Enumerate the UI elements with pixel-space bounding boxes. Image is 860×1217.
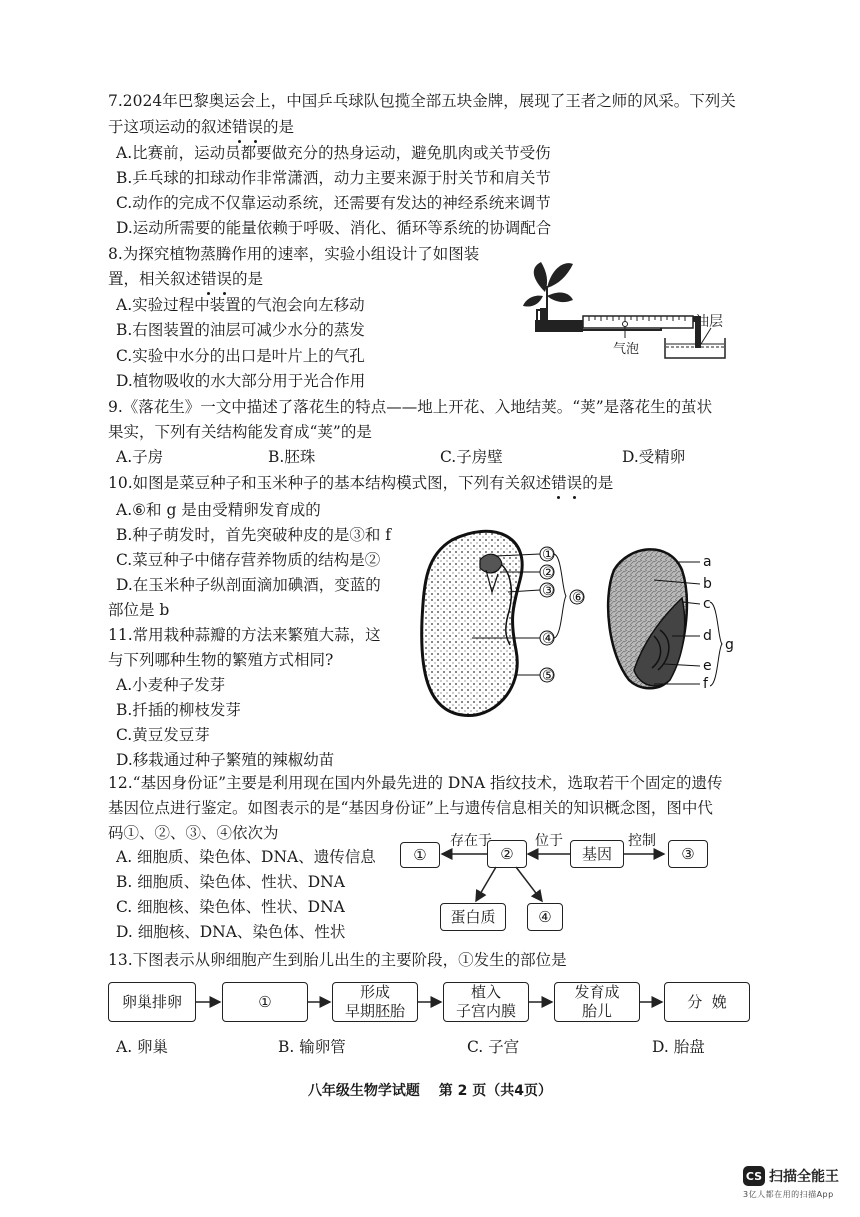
concept-node-protein: 蛋白质 (440, 903, 506, 931)
app-name: 扫描全能王 (769, 1169, 839, 1185)
bean-seed-figure (412, 520, 597, 725)
q8-stem-text: 置，相关叙述 (108, 270, 202, 288)
flow-step-5: 发育成 胎儿 (554, 982, 640, 1022)
corn-label-b: b (703, 576, 712, 592)
plumule (480, 554, 502, 573)
emphasis-char: 错 (232, 118, 248, 136)
q10-stem-text: 10.如图是菜豆种子和玉米种子的基本结构模式图，下列有关叙述 (108, 474, 552, 492)
app-tagline: 3亿人都在用的扫描App (743, 1190, 834, 1199)
q7-option-d: D.运动所需要的能量依赖于呼吸、消化、循环等系统的协调配合 (116, 219, 552, 237)
q12-option-d: D. 细胞核、DNA、染色体、性状 (116, 923, 346, 941)
q8-option-d: D.植物吸收的水大部分用于光合作用 (116, 372, 366, 390)
concept-node-3: ③ (668, 840, 708, 868)
concept-node-1: ① (400, 842, 440, 868)
q9-option-b: B.胚珠 (268, 448, 316, 466)
q9-option-a: A.子房 (116, 448, 164, 466)
emphasis-char: 误 (566, 474, 583, 492)
emphasis-char: 错 (201, 270, 217, 288)
page-footer: 八年级生物学试题 第 2 页（共4页） (307, 1083, 553, 1099)
bean-label-3: ③ (542, 583, 555, 599)
q10-stem (108, 472, 613, 494)
q10-option-d: D.在玉米种子纵剖面滴加碘酒，变蓝的 (116, 576, 381, 594)
bean-label-2: ② (542, 565, 555, 581)
flow-arrows (190, 992, 670, 1012)
q13-option-c: C. 子宫 (467, 1038, 520, 1056)
q8-option-b: B.右图装置的油层可减少水分的蒸发 (116, 321, 365, 339)
q7-stem-text: 于这项运动的叙述 (108, 118, 233, 136)
q11-option-a: A.小麦种子发芽 (116, 676, 226, 694)
q7-option-a: A.比赛前，运动员都要做充分的热身运动，避免肌肉或关节受伤 (116, 144, 551, 162)
q7-stem-line2 (108, 116, 294, 138)
corn-label-c: c (703, 596, 711, 612)
transpiration-apparatus-figure (515, 250, 750, 365)
q10-option-d-cont: 部位是 b (108, 601, 170, 619)
q12-option-a: A. 细胞质、染色体、DNA、遗传信息 (116, 848, 376, 866)
q12-option-b: B. 细胞质、染色体、性状、DNA (116, 873, 345, 891)
concept-node-4: ④ (527, 903, 563, 931)
rel-locate-label: 位于 (535, 833, 563, 849)
label-oil: 油层 (695, 314, 723, 330)
q10-option-a: A.⑥和 g 是由受精卵发育成的 (116, 501, 321, 519)
bean-label-5: ⑤ (542, 668, 555, 684)
q12-option-c: C. 细胞核、染色体、性状、DNA (116, 898, 345, 916)
camscanner-logo-icon: CS (743, 1166, 765, 1186)
corn-label-f: f (703, 676, 708, 692)
q10-option-c: C.菜豆种子中储存营养物质的结构是② (116, 551, 381, 569)
flow-step-2: ① (222, 982, 308, 1022)
emphasis-char: 误 (216, 270, 233, 288)
concept-map-arrows (436, 825, 676, 907)
q11-stem-line2: 与下列哪种生物的繁殖方式相同? (108, 651, 334, 669)
emphasis-char: 错 (551, 474, 567, 492)
rel-control-label: 控制 (628, 833, 656, 849)
q9-stem-line1: 9.《落花生》一文中描述了落花生的特点——地上开花、入地结荚。“荚”是落花生的茧状 (108, 398, 713, 416)
label-bubble: 气泡 (613, 342, 640, 357)
q8-stem-line1: 8.为探究植物蒸腾作用的速率，实验小组设计了如图装 (108, 245, 480, 263)
q12-stem-line1: 12.“基因身份证”主要是利用现在国内外最先进的 DNA 指纹技术，选取若干个固定的遗传 (108, 774, 723, 792)
concept-node-gene: 基因 (570, 840, 624, 868)
rel-exist-label: 存在于 (450, 833, 492, 849)
graduated-tube (583, 316, 693, 328)
concept-node-2: ② (487, 840, 527, 868)
q7-stem-line1: 7.2024年巴黎奥运会上，中国乒乓球队包揽全部五块金牌，展现了王者之师的风采。下列关 (108, 92, 736, 110)
q11-option-c: C.黄豆发豆芽 (116, 726, 210, 744)
q11-option-b: B.扦插的柳枝发芽 (116, 701, 241, 719)
corn-label-e: e (703, 658, 712, 674)
bean-label-6: ⑥ (572, 590, 585, 606)
q9-option-c: C.子房壁 (440, 448, 503, 466)
q7-option-b: B.乒乓球的扣球动作非常潇洒，动力主要来源于肘关节和肩关节 (116, 169, 551, 187)
q8-option-c: C.实验中水分的出口是叶片上的气孔 (116, 347, 365, 365)
q12-stem-line2: 基因位点进行鉴定。如图表示的是“基因身份证”上与遗传信息相关的知识概念图，图中代 (108, 799, 713, 817)
corn-label-a: a (703, 554, 712, 570)
flow-step-4: 植入 子宫内膜 (443, 982, 529, 1022)
q9-option-d: D.受精卵 (622, 448, 686, 466)
bean-label-1: ① (542, 547, 555, 563)
q11-option-d: D.移栽通过种子繁殖的辣椒幼苗 (116, 751, 335, 769)
q7-option-c: C.动作的完成不仅靠运动系统，还需要有发达的神经系统来调节 (116, 194, 551, 212)
q11-stem-line1: 11.常用栽种蒜瓣的方法来繁殖大蒜，这 (108, 626, 381, 644)
q13-option-b: B. 输卵管 (278, 1038, 346, 1056)
q12-stem-line3: 码①、②、③、④依次为 (108, 824, 279, 842)
q9-stem-line2: 果实，下列有关结构能发育成“荚”的是 (108, 423, 372, 441)
scanner-app-watermark (743, 1166, 839, 1200)
emphasis-char: 误 (247, 118, 264, 136)
bean-label-4: ④ (542, 631, 555, 647)
flow-step-3: 形成 早期胚胎 (332, 982, 418, 1022)
q8-stem-line2 (108, 268, 263, 290)
q8-option-a: A.实验过程中装置的气泡会向左移动 (116, 296, 365, 314)
corn-label-d: d (703, 628, 712, 644)
q7-stem-text: 的是 (263, 118, 295, 136)
q10-option-b: B.种子萌发时，首先突破种皮的是③和 f (116, 526, 391, 544)
q10-stem-text: 的是 (582, 474, 614, 492)
q13-option-a: A. 卵巢 (116, 1038, 169, 1056)
corn-seed-figure (594, 540, 744, 700)
q13-option-d: D. 胎盘 (652, 1038, 705, 1056)
q8-stem-text: 的是 (232, 270, 264, 288)
plant-leaves-icon (523, 262, 573, 310)
flow-step-1: 卵巢排卵 (108, 982, 196, 1022)
corn-label-g: g (725, 637, 734, 653)
flow-step-6: 分 娩 (664, 982, 750, 1022)
q13-stem: 13.下图表示从卵细胞产生到胎儿出生的主要阶段，①发生的部位是 (108, 951, 567, 969)
air-bubble (623, 322, 628, 327)
